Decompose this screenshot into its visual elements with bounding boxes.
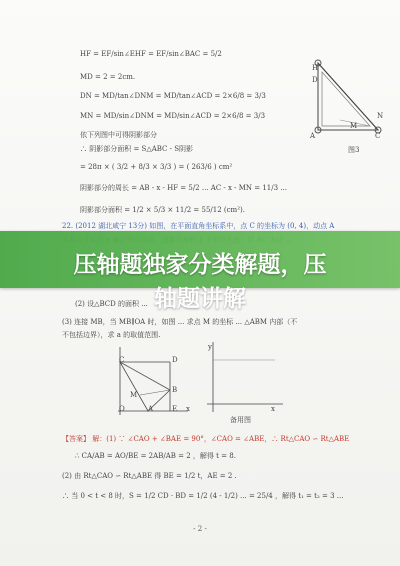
question-line: (3) 连接 MB，当 MB∥OA 时，如图 ... 求点 M 的坐标 ... △ABM 内部（不 [62,318,298,326]
solution-line: MN = MD/sin∠DNM = MD/sin∠ACD = 2×6/8 = 3/3 [80,112,266,120]
fig-label: D [312,76,318,84]
fig-label: H [312,64,319,72]
fig-label: B [172,386,178,394]
answer-line: (2) 由 Rt△CAO ∽ Rt△ABE 得 BE = 1/2 t，AE = 2 . [62,472,237,480]
question-line: (2) 设△BCD 的面积 ... [75,300,148,308]
solution-line: HF = EF/sin∠EHF = EF/sin∠BAC = 5/2 [80,50,222,58]
solution-line: ∴ 阴影部分面积 = S△ABC - S阴影 [80,145,194,153]
fig-label: E [172,405,178,413]
banner-title-line: 轴题讲解 [154,286,246,312]
solution-line: 依下列图中可得阴影部分 [80,131,157,139]
answer-line: 【答案】 解：(1) ∵ ∠CAO + ∠BAE = 90°，∠CAO = ∠ABE，∴ Rt△CAO ∽ Rt△ABE [62,435,350,443]
question-line: 22. (2012 湖北咸宁 13分) 如图，在平面直角坐标系中，点 C 的坐标为 (0, 4)，动点 A [62,222,335,230]
fig-label: O [119,405,125,413]
solution-line: DN = MD/tan∠DNM = MD/tan∠ACD = 2×6/8 = 3/3 [80,92,266,100]
page-number: - 2 - [193,525,207,533]
fig-label: C [375,132,381,140]
fig-label: A [148,405,154,413]
backup-figure [205,340,285,415]
figure-caption: 图3 [348,146,360,154]
solution-line: = 28π × ( 3/2 + 8/3 × 3/3 ) = ( 263/6 ) cm² [80,163,233,171]
answer-line: ∴ 当 0 < t < 8 时，S = 1/2 CD · BD = 1/2 (4 - 1/2) ... = 25/4 ，解得 t₁ = t₂ = 3 ... [62,492,344,500]
question-line: 不包括边界），求 a 的取值范围. [62,331,161,339]
banner-title [0,248,400,316]
solution-line: 阴影部分的周长 = AB - x - HF = 5/2 ... AC - x - MN = 11/3 ... [80,184,287,192]
fig-label: N [377,112,384,120]
banner-title-line: 压轴题独家分类解题，压 [73,252,327,278]
fig-label: x [186,405,190,413]
fig-label: C [119,356,125,364]
fig-label: y [208,343,212,351]
fig-label: D [172,356,178,364]
fig-label: M [130,391,138,399]
solution-line: 阴影部分面积 = 1/2 × 5/3 × 11/2 = 55/12 (cm²). [80,206,245,214]
fig-label: x [271,405,275,413]
solution-line: MD = 2 = 2cm. [80,73,136,81]
answer-line: ∴ CA/AB = AO/BE = 2AB/AB = 2 ，解得 t = 8. [75,452,236,460]
figure-caption: 备用图 [230,416,251,424]
fig-label: A [310,132,316,140]
fig-label: M [350,122,358,130]
